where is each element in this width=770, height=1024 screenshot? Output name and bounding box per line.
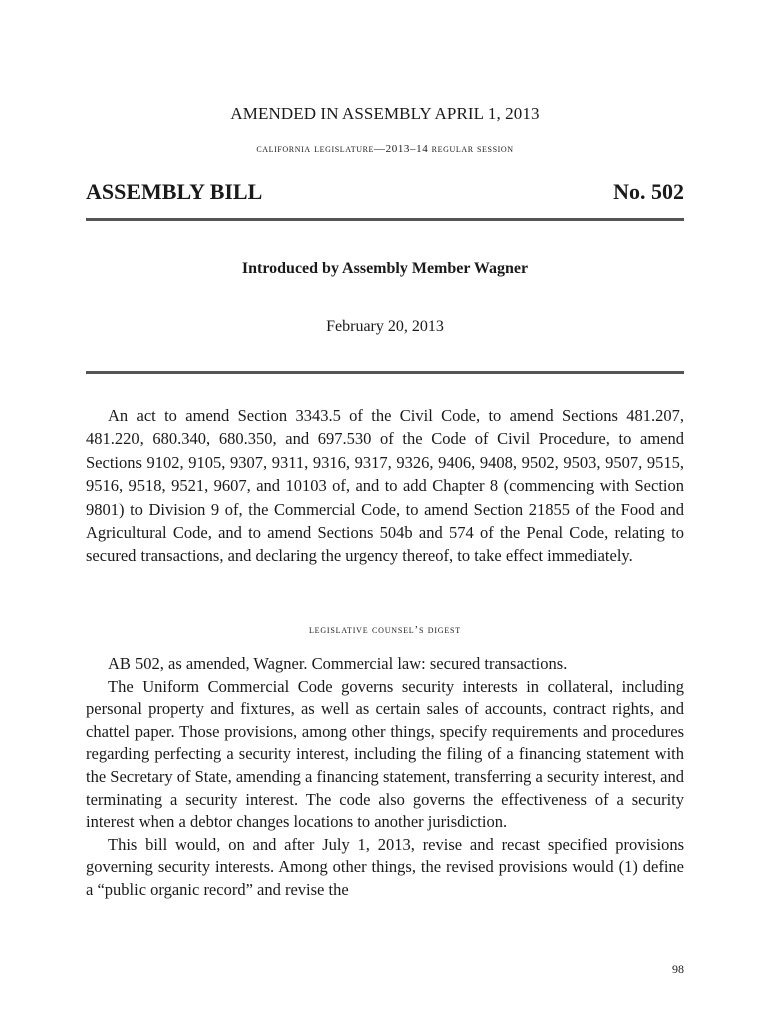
introduction-date: February 20, 2013 xyxy=(326,318,444,335)
bill-type: ASSEMBLY BILL xyxy=(86,179,263,204)
page-number: 98 xyxy=(672,962,684,976)
introduced-by: Introduced by Assembly Member Wagner xyxy=(241,260,529,277)
digest-heading: legislative counsel’s digest xyxy=(308,624,461,636)
digest-body xyxy=(86,653,684,902)
top-divider xyxy=(86,218,684,221)
act-title-text: An act to amend Section 3343.5 of the Civil Code, to amend Sections 481.207, 481.220, 680.340, 680.350, and 697.530 of the Code of Civil Procedure, to amend Sections 9102, 9105, 9307, 9311, 9316, 9317, 9326, 9406, 9408, 9502, 9503, 9507, 9515, 9516, 9518, 9521, 9607, and 10103 of, and to add Chapter 8 (commencing with Section 9801) to Division 9 of, the Commercial Code, to amend Section 21855 of the Food and Agricultural Code, and to amend Sections 504b and 574 of the Penal Code, relating to secured transactions, and declaring the urgency thereof, to take effect immediately. xyxy=(86,406,684,566)
session-line: california legislature—2013–14 regular session xyxy=(256,143,514,155)
digest-paragraph: This bill would, on and after July 1, 2013, revise and recast specified provisions governing security interests. Among other things, the revised provisions would (1) define a “public organic record” and revise the xyxy=(86,834,684,899)
digest-paragraph: The Uniform Commercial Code governs security interests in collateral, including personal property and fixtures, as well as certain sales of accounts, contract rights, and chattel paper. Those provisions, among other things, specify requirements and procedures regarding perfecting a security interest, including the filing of a financing statement with the Secretary of State, amending a financing statement, transferring a security interest, and terminating a security interest. The code also governs the effectiveness of a security interest when a debtor changes locations to another jurisdiction. xyxy=(86,676,684,832)
bill-number: No. 502 xyxy=(613,179,684,204)
middle-divider xyxy=(86,371,684,374)
bill-heading xyxy=(86,179,684,205)
document-page xyxy=(86,0,684,1024)
digest-paragraph: AB 502, as amended, Wagner. Commercial law: secured transactions. xyxy=(108,654,568,673)
amended-line: AMENDED IN ASSEMBLY APRIL 1, 2013 xyxy=(230,104,540,123)
